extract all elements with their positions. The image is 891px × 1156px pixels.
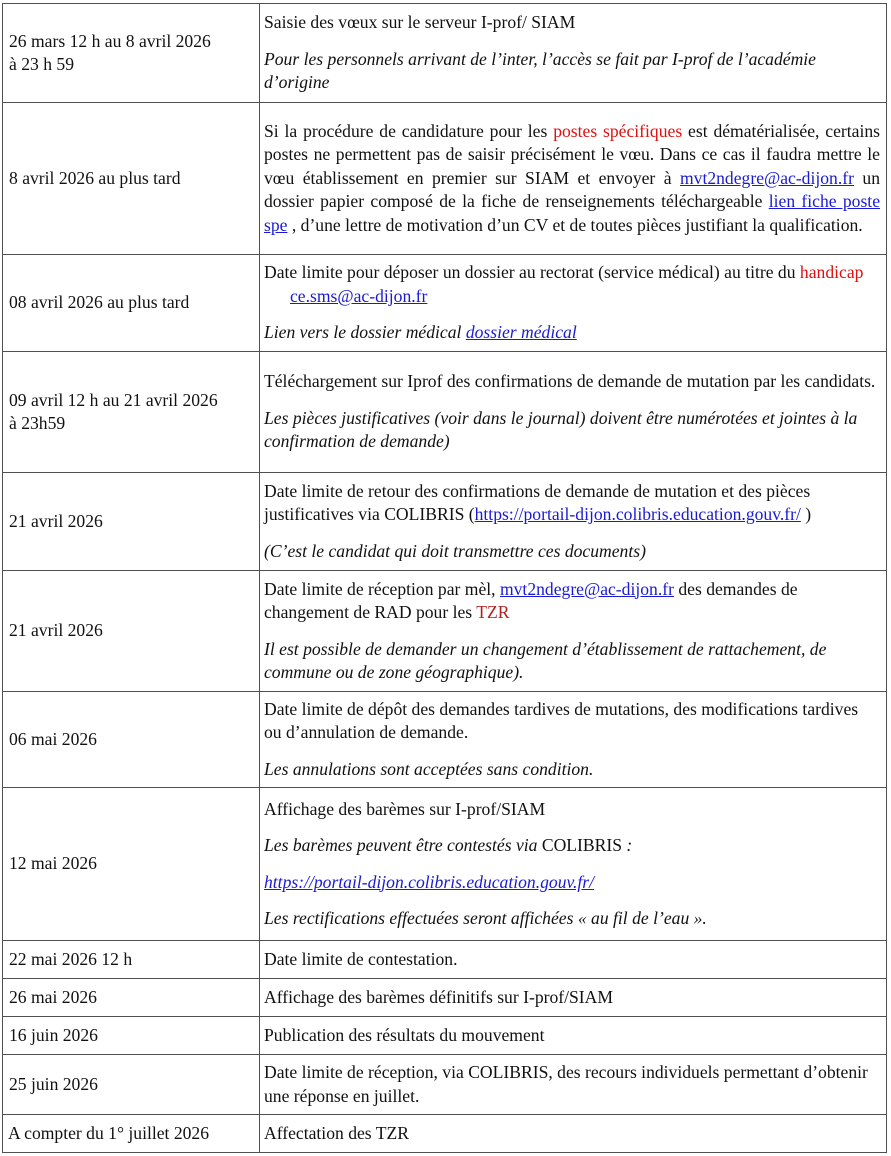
- text-segment: Date limite pour déposer un dossier au rectorat (service médical) au titre du: [264, 262, 800, 283]
- table-row: [3, 788, 887, 941]
- table-row: [3, 692, 887, 788]
- description-note: [264, 321, 880, 345]
- description-cell: [260, 1115, 887, 1153]
- description-cell: [260, 103, 887, 255]
- date-cell: 12 mai 2026: [3, 788, 260, 941]
- table-row: [3, 103, 887, 255]
- description-cell: [260, 473, 887, 571]
- date-cell: 22 mai 2026 12 h: [3, 941, 260, 979]
- date-cell: 16 juin 2026: [3, 1017, 260, 1055]
- description-note: Les annulations sont acceptées sans condition.: [264, 758, 594, 779]
- description-cell: [260, 941, 887, 979]
- text-segment: :: [626, 835, 633, 855]
- description-cell: [260, 571, 887, 692]
- description-text: Affichage des barèmes définitifs sur I-prof/SIAM: [264, 986, 614, 1007]
- description-text: [264, 120, 880, 238]
- table-row: [3, 979, 887, 1017]
- table-row: [3, 4, 887, 103]
- text-segment: Si la procédure de candidature pour les: [264, 120, 554, 141]
- description-cell: [260, 692, 887, 788]
- link-dossier-medical[interactable]: dossier médical: [465, 322, 577, 343]
- table-row: [3, 1017, 887, 1055]
- description-text: Date limite de contestation.: [264, 948, 458, 969]
- link-colibris[interactable]: https://portail-dijon.colibris.education.gouv.fr/: [264, 871, 595, 892]
- text-segment: des demandes de changement de RAD pour les: [264, 578, 798, 622]
- date-cell: 25 juin 2026: [3, 1055, 260, 1115]
- table-row: [3, 1115, 887, 1153]
- description-text: Saisie des vœux sur le serveur I-prof/ SIAM: [264, 12, 576, 33]
- description-cell: [260, 788, 887, 941]
- text-segment: , d’une lettre de motivation d’un CV et de toutes pièces justifiant la qualification.: [287, 214, 863, 235]
- description-text: [264, 261, 880, 308]
- text-segment: COLIBRIS: [541, 835, 627, 855]
- description-cell: [260, 1017, 887, 1055]
- link-colibris[interactable]: https://portail-dijon.colibris.education.gouv.fr/: [474, 504, 801, 525]
- link-fiche-poste-spe[interactable]: lien fiche poste spe: [264, 191, 880, 235]
- description-cell: [260, 352, 887, 473]
- highlight-handicap: handicap: [799, 262, 864, 283]
- description-text: Date limite de réception, via COLIBRIS, des recours individuels permettant d’obtenir une réponse en juillet.: [264, 1062, 868, 1106]
- description-link-line: [264, 871, 880, 895]
- description-text: Téléchargement sur Iprof des confirmations de demande de mutation par les candidats.: [264, 371, 876, 392]
- table-row: [3, 1055, 887, 1115]
- table-row: [3, 352, 887, 473]
- description-cell: [260, 1055, 887, 1115]
- description-text: Affectation des TZR: [264, 1122, 409, 1143]
- date-cell: 26 mars 12 h au 8 avril 2026 à 23 h 59: [3, 4, 260, 103]
- date-cell: A compter du 1° juillet 2026: [3, 1115, 260, 1153]
- date-cell: 09 avril 12 h au 21 avril 2026 à 23h59: [3, 352, 260, 473]
- description-note: Les pièces justificatives (voir dans le journal) doivent être numérotées et jointes à la confirmation de demande): [264, 407, 858, 452]
- description-cell: [260, 255, 887, 352]
- table-row: [3, 255, 887, 352]
- description-text: Publication des résultats du mouvement: [264, 1024, 545, 1045]
- date-cell: 26 mai 2026: [3, 979, 260, 1017]
- email-link-mvt2ndegre[interactable]: mvt2ndegre@ac-dijon.fr: [679, 167, 854, 188]
- highlight-postes-specifiques: postes spécifiques: [553, 120, 683, 141]
- email-link-ce-sms[interactable]: ce.sms@ac-dijon.fr: [290, 285, 428, 306]
- date-cell: 21 avril 2026: [3, 473, 260, 571]
- text-segment: Les barèmes peuvent être contestés via: [264, 835, 542, 855]
- description-note: Les rectifications effectuées seront affichées « au fil de l’eau ».: [264, 908, 707, 928]
- description-note: Pour les personnels arrivant de l’inter, l’accès se fait par I-prof de l’académie d’origine: [264, 48, 816, 93]
- description-text: Date limite de dépôt des demandes tardives de mutations, des modifications tardives ou d’annulation de demande.: [264, 698, 859, 743]
- description-text: Affichage des barèmes sur I-prof/SIAM: [264, 798, 546, 819]
- email-link-mvt2ndegre[interactable]: mvt2ndegre@ac-dijon.fr: [499, 578, 674, 599]
- description-cell: [260, 4, 887, 103]
- description-text: [264, 578, 880, 625]
- date-cell: 21 avril 2026: [3, 571, 260, 692]
- description-note: Il est possible de demander un changement d’établissement de rattachement, de commune ou de zone géographique).: [264, 638, 827, 682]
- text-segment: est dématérialisée, certains postes ne permettent pas de saisir précisément le vœu. Dans ce cas il faudra mettre le vœu établissement en premier sur SIAM et envoyer à: [264, 120, 881, 188]
- highlight-tzr: TZR: [476, 602, 510, 622]
- mutation-calendar-table: [2, 3, 887, 1153]
- text-segment: un dossier papier composé de la fiche de renseignements téléchargeable: [264, 167, 880, 212]
- table-row: [3, 941, 887, 979]
- description-cell: [260, 979, 887, 1017]
- text-segment: Date limite de retour des confirmations de demande de mutation et des pièces justificatives via COLIBRIS (: [264, 480, 811, 525]
- date-cell: 06 mai 2026: [3, 692, 260, 788]
- table-row: [3, 571, 887, 692]
- text-segment: Lien vers le dossier médical: [264, 322, 466, 343]
- text-segment: Date limite de réception par mèl,: [264, 578, 500, 599]
- description-note: [264, 834, 880, 858]
- text-segment: ): [800, 504, 812, 525]
- table-row: [3, 473, 887, 571]
- description-text: [264, 480, 880, 527]
- date-cell: 8 avril 2026 au plus tard: [3, 103, 260, 255]
- date-cell: 08 avril 2026 au plus tard: [3, 255, 260, 352]
- description-note: (C’est le candidat qui doit transmettre ces documents): [264, 540, 646, 561]
